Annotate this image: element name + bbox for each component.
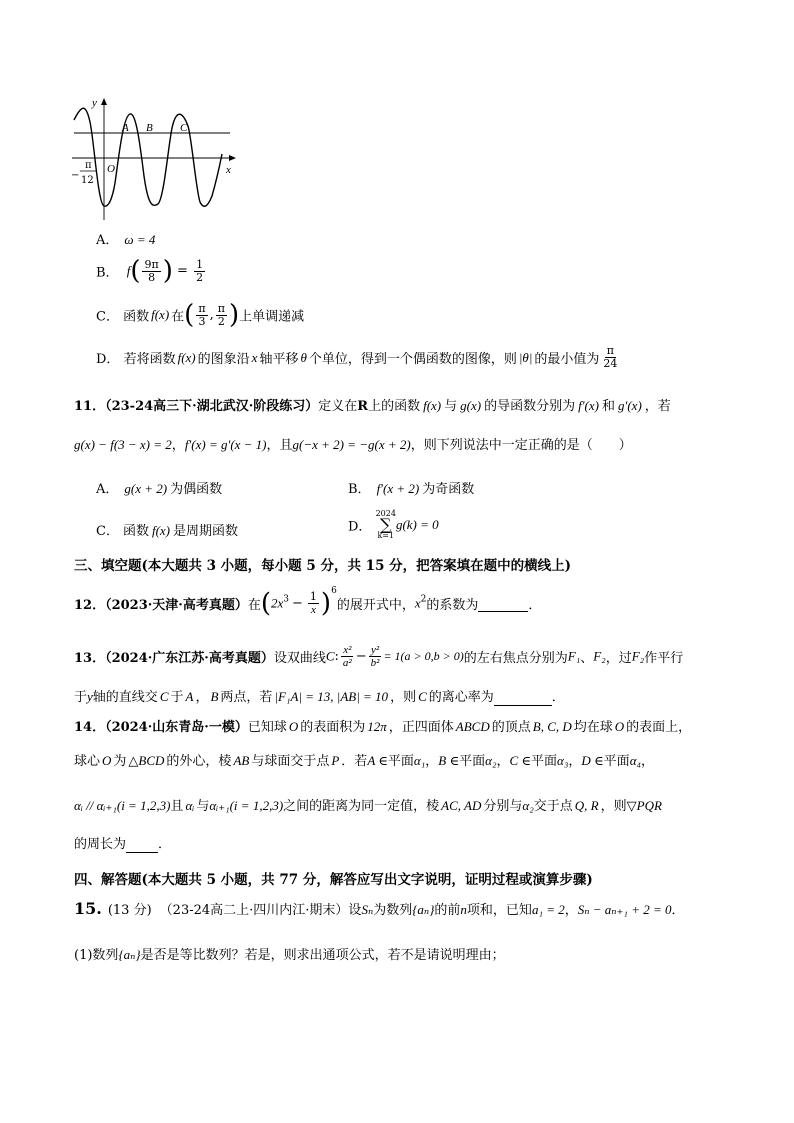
q11-c-text: 是周期函数 bbox=[173, 524, 239, 539]
q14-l2c: 的外心，棱 bbox=[166, 754, 232, 769]
q13-l2b: 轴的直线交 bbox=[92, 690, 158, 705]
q10-d-p5: 的最小值为 bbox=[534, 352, 600, 367]
q14-l1c: ，正四面体 bbox=[388, 720, 454, 735]
q14-l2a: 球心 bbox=[74, 754, 101, 769]
q12-fden: x bbox=[310, 604, 316, 616]
q12-p1: 在 bbox=[247, 598, 261, 613]
q13-n2: y² bbox=[370, 644, 380, 656]
q13-line2 bbox=[74, 686, 565, 706]
q13-d2: b² bbox=[370, 657, 380, 669]
q15-end: ． bbox=[671, 903, 685, 918]
q11-c-label: C． bbox=[96, 524, 119, 539]
q14-l2d: 与球面交于点 bbox=[251, 754, 330, 769]
y-label: y bbox=[92, 97, 97, 109]
q13-minus: − bbox=[355, 649, 367, 664]
q10-c-label: C． bbox=[96, 309, 119, 325]
section3-title: 三、填空题(本大题共 3 小题，每小题 5 分，共 15 分，把答案填在题中的横线上) bbox=[74, 558, 572, 574]
q10-c-in: 在 bbox=[171, 309, 185, 325]
q10-option-b bbox=[96, 258, 207, 284]
q13-F2: F₂ bbox=[593, 648, 606, 664]
neg-mark-num: π bbox=[85, 160, 92, 171]
q10-d-x: x bbox=[251, 349, 258, 365]
q12-line bbox=[74, 586, 541, 617]
q14-l2b: 为 bbox=[113, 754, 127, 769]
q12-end: ． bbox=[528, 598, 542, 613]
q11-option-a bbox=[96, 478, 222, 497]
q13-l2f: ，则 bbox=[390, 690, 417, 705]
q14-pl3: 平面 bbox=[531, 754, 558, 769]
q10-d-frac bbox=[601, 345, 619, 370]
q14-l3a: αᵢ // αᵢ₊₁(i = 1,2,3) bbox=[74, 798, 171, 813]
q10-option-d bbox=[96, 345, 621, 370]
q14-tri: △BCD bbox=[128, 753, 165, 768]
q10-b-result bbox=[194, 259, 205, 284]
q13-n1: x² bbox=[343, 644, 352, 656]
q14-pl2: 平面 bbox=[459, 754, 486, 769]
q13-C: C bbox=[325, 648, 335, 664]
q13-l2a: 于 bbox=[74, 690, 88, 705]
q14-c1: ， bbox=[425, 754, 439, 769]
q11-sep2: ，且 bbox=[266, 438, 293, 453]
q13-eq: = 1(a > 0,b > 0) bbox=[383, 649, 464, 663]
q11-l1a: 定义在 bbox=[318, 399, 358, 414]
q15-an: {aₙ} bbox=[412, 902, 435, 917]
q10-b-fn: f bbox=[126, 263, 131, 278]
q10-c-n1: π bbox=[198, 301, 206, 315]
q14-QR: Q, R bbox=[574, 798, 599, 813]
q13-F2b: F₂ bbox=[631, 648, 645, 664]
q15-n: n bbox=[460, 902, 467, 917]
q14-BCD: B, C, D bbox=[532, 719, 572, 734]
q15-number: 15. bbox=[74, 899, 102, 918]
q14-line1 bbox=[74, 716, 691, 735]
q14-l3e: αᵢ₊₁(i = 1,2,3) bbox=[209, 798, 284, 813]
q14-line2 bbox=[74, 750, 654, 769]
q13-l2g: 的离心率为 bbox=[428, 690, 494, 705]
q14-c4: ， bbox=[641, 754, 655, 769]
q15-score: (13 分) bbox=[107, 903, 152, 918]
q14-answer-blank[interactable] bbox=[126, 837, 158, 853]
q10-d-fx: f(x) bbox=[177, 349, 196, 365]
q10-c-lparen: ( bbox=[184, 300, 195, 330]
q12-p3: 的系数为 bbox=[426, 598, 479, 613]
q14-al3: α₃ bbox=[557, 753, 569, 768]
q11-l1c: 的导函数分别为 bbox=[484, 399, 576, 414]
q14-source: （2024·山东青岛·一模） bbox=[105, 720, 248, 735]
q13-l2e: 两点，若 bbox=[220, 690, 273, 705]
q10-b-lparen: ( bbox=[130, 256, 141, 286]
q12-minus: − bbox=[292, 596, 303, 611]
q13-answer-blank[interactable] bbox=[494, 690, 552, 706]
q12-number: 12． bbox=[74, 598, 106, 613]
q14-l4a: 的周长为 bbox=[74, 837, 127, 852]
q11-d-sigma-icon: ∑ bbox=[380, 515, 392, 534]
q11-gpx: g′(x) bbox=[618, 398, 642, 413]
q13-frac2 bbox=[369, 644, 382, 669]
wave-graph bbox=[70, 92, 240, 222]
q11-fpx: f′(x) bbox=[578, 398, 599, 413]
origin-label: O bbox=[107, 163, 115, 175]
q11-d-top: 2024 bbox=[375, 509, 396, 518]
q11-R: R bbox=[357, 399, 369, 414]
q10-a-text: ω = 4 bbox=[124, 232, 156, 247]
q11-a-label: A． bbox=[96, 482, 119, 497]
q15-Sn: Sₙ bbox=[361, 902, 374, 917]
q11-l1b: 上的函数 bbox=[368, 399, 421, 414]
q10-a-label: A． bbox=[96, 233, 119, 248]
q12-answer-blank[interactable] bbox=[478, 596, 528, 612]
point-b-label: B bbox=[146, 122, 153, 134]
q13-F1: F₁ bbox=[567, 648, 581, 664]
q14-AB: AB bbox=[233, 753, 250, 768]
q14-ABCD: ABCD bbox=[455, 719, 490, 734]
q15-a1: a₁ = 2 bbox=[531, 902, 565, 917]
q14-O2: O bbox=[614, 719, 625, 734]
q11-ask: ，则下列说法中一定正确的是（ ） bbox=[410, 438, 632, 453]
q14-pl4: 平面 bbox=[603, 754, 630, 769]
q14-l3c: αᵢ bbox=[185, 798, 195, 813]
x-axis-arrow-icon bbox=[229, 155, 236, 161]
q12-frac bbox=[308, 591, 319, 616]
q14-l1f: 的表面上， bbox=[626, 720, 692, 735]
q14-al2: α₂ bbox=[485, 753, 497, 768]
q11-option-c bbox=[96, 520, 238, 539]
q14-P: P bbox=[331, 753, 340, 768]
q11-c-math: f(x) bbox=[151, 523, 171, 538]
q15-sub1-num: (1) bbox=[74, 948, 93, 963]
q14-ACAD: AC, AD bbox=[441, 798, 482, 813]
q10-b-rnum: 1 bbox=[196, 257, 204, 271]
q14-O3: O bbox=[102, 753, 112, 768]
q13-frac1 bbox=[341, 644, 354, 669]
q12-p2: 的展开式中， bbox=[336, 598, 415, 613]
q15-p1: 设 bbox=[348, 903, 362, 918]
q15-p5: ， bbox=[564, 903, 578, 918]
q13-l2c: 于 bbox=[170, 690, 184, 705]
q11-comma: ，若 bbox=[644, 399, 671, 414]
q15-sub1 bbox=[74, 944, 505, 963]
q10-c-fx: f(x) bbox=[151, 307, 170, 322]
q13-end: ． bbox=[551, 690, 565, 705]
q10-d-p2: 的图象沿 bbox=[197, 352, 250, 367]
q10-c-frac2 bbox=[216, 303, 227, 328]
q10-d-label: D． bbox=[96, 352, 120, 367]
q10-b-rparen: ) bbox=[162, 256, 173, 286]
q11-a-math: g(x + 2) bbox=[124, 481, 168, 496]
q13-dun: 、 bbox=[580, 651, 594, 666]
q12-x2: x bbox=[414, 595, 421, 611]
neg-mark-sign: − bbox=[71, 170, 80, 181]
q14-B1: B ∈ bbox=[438, 753, 460, 768]
q14-l3d: 与 bbox=[196, 799, 210, 814]
q14-al4: α₄ bbox=[629, 753, 642, 768]
q10-d-theta: θ bbox=[300, 349, 307, 365]
q13-source: （2024·广东江苏·高考真题） bbox=[105, 651, 274, 666]
q12-term: 2x bbox=[271, 595, 284, 611]
point-c-label: C bbox=[180, 122, 188, 134]
q14-l1e: 均在球 bbox=[573, 720, 613, 735]
q14-pl1: 平面 bbox=[387, 754, 414, 769]
q10-b-eq: = bbox=[177, 263, 188, 279]
q14-end: ． bbox=[158, 837, 172, 852]
point-a-label: A bbox=[122, 122, 129, 134]
q12-sup3: 3 bbox=[283, 594, 290, 605]
y-axis-arrow-icon bbox=[101, 98, 107, 105]
q11-gx: g(x) bbox=[460, 398, 482, 413]
q13-cond: |F₁A| = 13, |AB| = 10 bbox=[274, 689, 389, 704]
q14-al1: α₁ bbox=[413, 753, 426, 768]
q11-and2: 和 bbox=[601, 399, 615, 414]
q10-d-p1: 若将函数 bbox=[123, 352, 176, 367]
q15-sub1-an: {aₙ} bbox=[118, 947, 141, 962]
q11-number: 11． bbox=[74, 399, 106, 414]
q11-source: （23-24高三下·湖北武汉·阶段练习） bbox=[105, 399, 319, 414]
q11-cond2: f′(x) = g′(x − 1) bbox=[184, 437, 267, 452]
q14-l1d: 的顶点 bbox=[491, 720, 531, 735]
q11-cond3: g(−x + 2) = −g(x + 2) bbox=[292, 437, 411, 452]
q11-d-bot: k=1 bbox=[377, 531, 395, 540]
q14-line4 bbox=[74, 833, 171, 853]
q14-PQR: ▽PQR bbox=[626, 798, 662, 813]
q11-line2 bbox=[74, 434, 632, 453]
q13-C3: C bbox=[418, 689, 427, 704]
q14-c3: ， bbox=[568, 754, 582, 769]
q14-l1b: 的表面积为 bbox=[300, 720, 366, 735]
q10-c-comma: , bbox=[209, 307, 214, 323]
q15-p3: 的前 bbox=[434, 903, 461, 918]
q11-a-text: 为偶函数 bbox=[170, 482, 223, 497]
q10-option-a bbox=[96, 229, 155, 248]
q11-sep1: ， bbox=[171, 438, 185, 453]
q12-lparen: ( bbox=[260, 588, 271, 619]
q13-p2: 的左右焦点分别为 bbox=[463, 651, 568, 666]
q10-d-p4: 个单位，得到一个偶函数的图像，则 bbox=[308, 352, 517, 367]
q13-y: y bbox=[87, 689, 93, 704]
q12-rparen: ) bbox=[320, 588, 332, 619]
q14-l3b: 且 bbox=[170, 799, 184, 814]
q12-source: （2023·天津·高考真题） bbox=[105, 598, 248, 613]
q11-b-label: B． bbox=[348, 482, 371, 497]
q13-number: 13． bbox=[74, 651, 106, 666]
q11-d-math: g(k) = 0 bbox=[395, 517, 439, 532]
neg-mark-den: 12 bbox=[81, 175, 94, 186]
q10-b-den: 8 bbox=[148, 270, 156, 284]
q14-C1: C ∈ bbox=[509, 753, 532, 768]
q10-d-p3: 轴平移 bbox=[259, 352, 299, 367]
q14-A1: A ∈ bbox=[367, 753, 388, 768]
q15-sub1-b: 是否是等比数列？若是，则求出通项公式，若不是请说明理由； bbox=[140, 948, 505, 963]
q15-rel: Sₙ − aₙ₊₁ + 2 = 0 bbox=[577, 902, 672, 917]
q14-l1a: 已知球 bbox=[247, 720, 287, 735]
q11-fx: f(x) bbox=[423, 398, 442, 413]
q11-line1 bbox=[74, 395, 671, 414]
q14-l3h: 交于点 bbox=[533, 799, 573, 814]
q14-l3i: ，则 bbox=[600, 799, 627, 814]
q10-c-rparen: ) bbox=[228, 300, 240, 330]
q13-C2: C bbox=[159, 689, 169, 704]
q13-l2d: ， bbox=[195, 690, 209, 705]
q14-c2: ， bbox=[496, 754, 510, 769]
q11-b-math: f′(x + 2) bbox=[376, 481, 420, 496]
q14-line3 bbox=[74, 795, 662, 814]
wave-graph-svg bbox=[70, 92, 240, 222]
q13-B: B bbox=[210, 689, 219, 704]
q14-al2b: α₂ bbox=[522, 798, 534, 813]
q13-A: A bbox=[185, 689, 194, 704]
q14-l3f: 之间的距离为同一定值，棱 bbox=[283, 799, 440, 814]
q11-option-b bbox=[348, 478, 474, 497]
q10-b-num: 9π bbox=[144, 257, 159, 271]
q10-c-pre: 函数 bbox=[123, 309, 150, 325]
q14-l3g: 分别与 bbox=[483, 799, 523, 814]
q10-c-d1: 3 bbox=[198, 314, 206, 328]
q10-b-frac bbox=[142, 259, 160, 284]
q12-sup2: 2 bbox=[420, 594, 427, 605]
q12-fnum: 1 bbox=[309, 590, 317, 603]
q10-c-frac1 bbox=[196, 303, 207, 328]
q10-c-d2: 2 bbox=[217, 314, 225, 328]
q10-d-num: π bbox=[606, 344, 615, 357]
q12-exp: 6 bbox=[331, 586, 337, 596]
q11-d-sum bbox=[376, 510, 396, 540]
q11-c-pre: 函数 bbox=[122, 524, 149, 539]
q10-b-label: B． bbox=[96, 265, 119, 281]
q15-sub1-a: 数列 bbox=[92, 948, 119, 963]
q14-O: O bbox=[288, 719, 299, 734]
q14-l2e: ．若 bbox=[341, 754, 368, 769]
q14-number: 14． bbox=[74, 720, 106, 735]
q10-option-c bbox=[96, 302, 304, 328]
q10-c-post: 上单调递减 bbox=[239, 309, 305, 325]
q13-line1 bbox=[74, 644, 683, 669]
q15-source: （23-24高二上·四川内江·期末） bbox=[159, 903, 349, 918]
q11-and: 与 bbox=[444, 399, 458, 414]
x-label: x bbox=[226, 164, 231, 176]
q10-c-n2: π bbox=[217, 301, 225, 315]
q13-p1: 设双曲线 bbox=[273, 651, 326, 666]
q15-p4: 项和，已知 bbox=[466, 903, 532, 918]
q13-p4: 作平行 bbox=[644, 651, 684, 666]
q11-d-label: D． bbox=[348, 519, 372, 535]
q10-d-abs: |θ| bbox=[518, 349, 533, 365]
q10-d-den: 24 bbox=[603, 357, 618, 370]
q14-D1: D ∈ bbox=[581, 753, 604, 768]
q13-d1: a² bbox=[342, 657, 352, 669]
q14-area: 12π bbox=[367, 719, 387, 734]
q13-p3: ，过 bbox=[605, 651, 632, 666]
q11-b-text: 为奇函数 bbox=[422, 482, 475, 497]
q15-line bbox=[74, 899, 685, 918]
q15-p2: 为数列 bbox=[373, 903, 413, 918]
q11-option-d bbox=[348, 510, 439, 540]
section4-title: 四、解答题(本大题共 5 小题，共 77 分，解答应写出文字说明，证明过程或演算步骤) bbox=[74, 872, 593, 888]
q11-cond1: g(x) − f(3 − x) = 2 bbox=[74, 437, 172, 452]
q10-b-rden: 2 bbox=[196, 270, 204, 284]
q13-colon: : bbox=[334, 649, 339, 664]
